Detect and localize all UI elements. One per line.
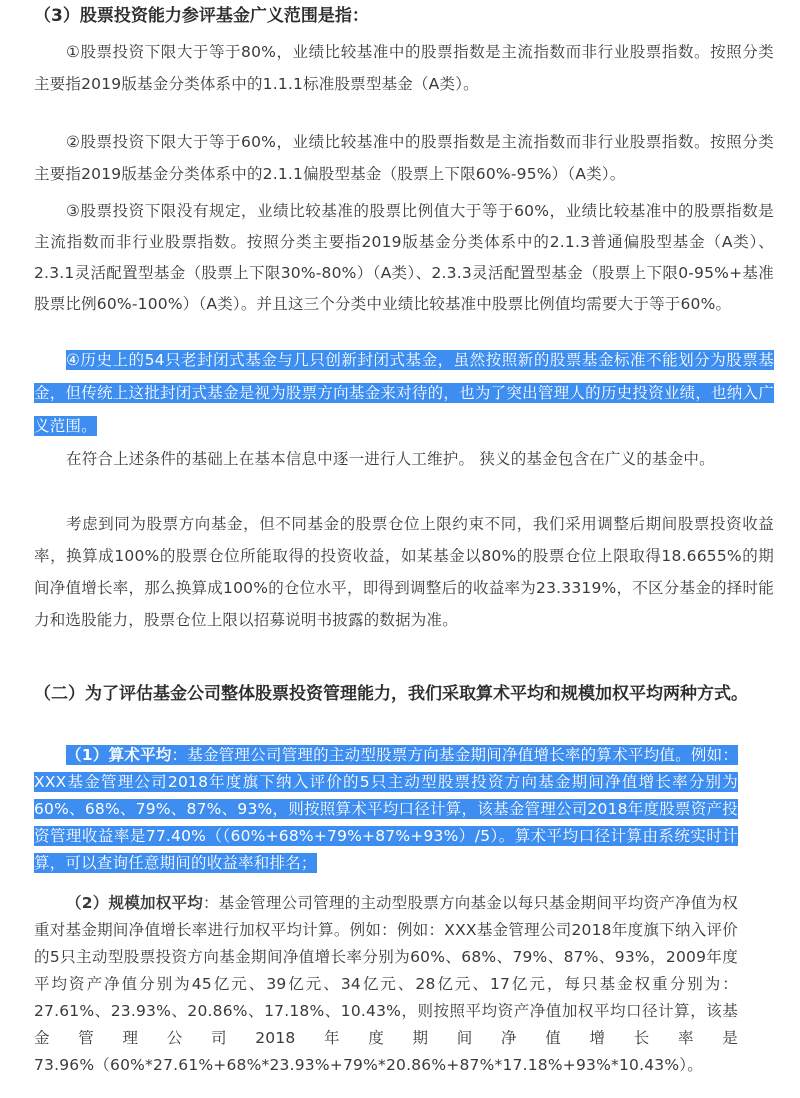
weighted-average-text: ：基金管理公司管理的主动型股票方向基金以每只基金期间平均资产净值为权重对基金期间净值增长率进行加权平均计算。例如：例如：XXX基金管理公司2018年度旗下纳入评价的5只主动型股票投资方向基金期间净值增长率分别为60%、68%、79%、87%、93%，2009年度平均资产净值分别为45亿元、39亿元、34亿元、28亿元、17亿元，每只基金权重分别为：27.61%、23.93%、20.86%、17.18%、10.43%，则按照平均资产净值加权平均口径计算，该基金管理公司2018年度期间净值增长率是73.96%（60%*27.61%+68%*23.93%+79%*20.86%+87%*17.18%+93%*10.43%）。 xyxy=(34,894,738,1074)
criterion-2-paragraph: ②股票投资下限大于等于60%，业绩比较基准中的股票指数是主流指数而非行业股票指数。按照分类主要指2019版基金分类体系中的2.1.1偏股型基金（股票上下限60%-95%）（A类）。 xyxy=(34,133,774,183)
section-3-heading: （3）股票投资能力参评基金广义范围是指： xyxy=(34,6,369,26)
criterion-3-paragraph: ③股票投资下限没有规定，业绩比较基准的股票比例值大于等于60%，业绩比较基准中的股票指数是主流指数而非行业股票指数。按照分类主要指2019版基金分类体系中的2.1.3普通偏股型基金（A类）、2.3.1灵活配置型基金（股票上下限30%-80%）（A类）、2.3.3灵活配置型基金（股票上下限0-95%+基准股票比例60%-100%）（A类）。并且这三个分类中业绩比较基准中股票比例值均需要大于等于60%。 xyxy=(34,202,774,313)
arithmetic-average-paragraph xyxy=(34,742,738,877)
arithmetic-average-text: ：基金管理公司管理的主动型股票方向基金期间净值增长率的算术平均值。例如：XXX基金管理公司2018年度旗下纳入评价的5只主动型股票投资方向基金期间净值增长率分别为60%、68%、79%、87%、93%，则按照算术平均口径计算，该基金管理公司2018年度股票资产投资管理收益率是77.40%（（60%+68%+79%+87%+93%）/5）。算术平均口径计算由系统实时计算，可以查询任意期间的收益率和排名； xyxy=(34,746,739,872)
criterion-1-paragraph: ①股票投资下限大于等于80%，业绩比较基准中的股票指数是主流指数而非行业股票指数。按照分类主要指2019版基金分类体系中的1.1.1标准股票型基金（A类）。 xyxy=(34,43,774,93)
maintenance-paragraph: 在符合上述条件的基础上在基本信息中逐一进行人工维护。 狭义的基金包含在广义的基金中。 xyxy=(66,450,715,468)
criterion-4-highlight: ④历史上的54只老封闭式基金与几只创新封闭式基金，虽然按照新的股票基金标准不能划分为股票基金，但传统上这批封闭式基金是视为股票方向基金来对待的，也为了突出管理人的历史投资业绩，也纳入广义范围。 xyxy=(34,351,774,435)
adjusted-return-paragraph: 考虑到同为股票方向基金，但不同基金的股票仓位上限约束不同，我们采用调整后期间股票投资收益率，换算成100%的股票仓位所能取得的投资收益，如某基金以80%的股票仓位上限取得18.6655%的期间净值增长率，那么换算成100%的仓位水平，即得到调整后的收益率为23.3319%，不区分基金的择时能力和选股能力，股票仓位上限以招募说明书披露的数据为准。 xyxy=(34,515,774,629)
weighted-average-paragraph xyxy=(34,890,738,1079)
criterion-4-paragraph xyxy=(34,344,774,443)
arithmetic-average-label: （1）算术平均 xyxy=(66,746,172,764)
weighted-average-label: （2）规模加权平均 xyxy=(66,894,203,912)
arithmetic-average-highlight xyxy=(34,745,738,873)
section-2-heading: （二）为了评估基金公司整体股票投资管理能力，我们采取算术平均和规模加权平均两种方式。 xyxy=(34,684,748,704)
